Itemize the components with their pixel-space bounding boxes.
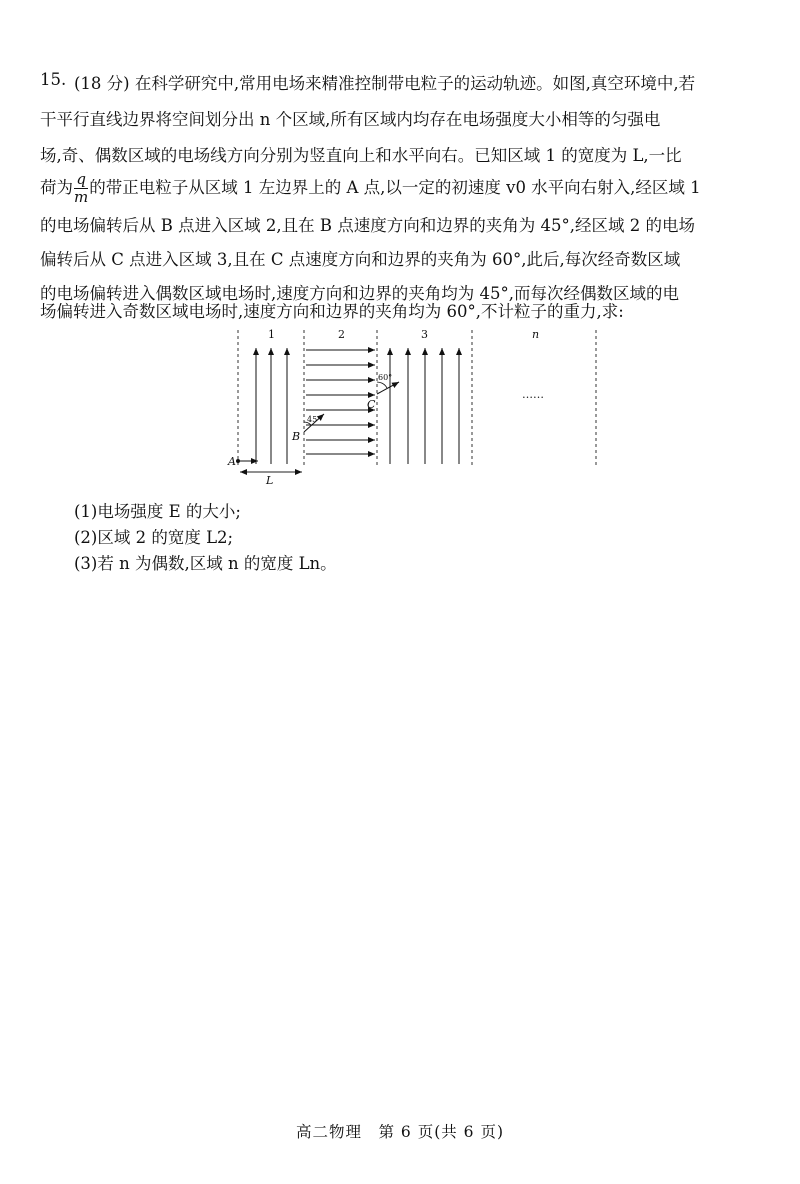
fraction-denominator: m	[74, 188, 89, 206]
field-diagram-svg	[222, 322, 622, 487]
problem-line-5: 的电场偏转后从 B 点进入区域 2,且在 B 点速度方向和边界的夹角为 45°,经区域 2 的电场	[40, 216, 695, 235]
angle-label-45: 45°	[307, 415, 322, 424]
question-1: (1)电场强度 E 的大小;	[74, 502, 241, 521]
problem-line-8: 场偏转进入奇数区域电场时,速度方向和边界的夹角均为 60°,不计粒子的重力,求:	[40, 302, 624, 321]
charge-ratio-prefix: 荷为	[40, 178, 73, 197]
question-3: (3)若 n 为偶数,区域 n 的宽度 Ln。	[74, 554, 337, 573]
width-label-l: L	[266, 474, 274, 487]
problem-line-7: 的电场偏转进入偶数区域电场时,速度方向和边界的夹角均为 45°,而每次经偶数区域的电	[40, 284, 679, 303]
region-label-2: 2	[338, 328, 345, 341]
problem-line-6: 偏转后从 C 点进入区域 3,且在 C 点速度方向和边界的夹角为 60°,此后,每次经奇数区域	[40, 250, 681, 269]
problem-line-4-text: 的带正电粒子从区域 1 左边界上的 A 点,以一定的初速度 v0 水平向右射入,经区域 1	[89, 178, 701, 197]
region-3-field-lines	[390, 348, 459, 464]
point-label-c: C	[367, 398, 376, 411]
region-2-field-lines	[306, 350, 375, 454]
point-label-a: A	[228, 455, 236, 468]
problem-number: 15.	[40, 70, 67, 89]
ellipsis: ……	[522, 388, 544, 401]
point-label-b: B	[292, 430, 301, 443]
velocity-at-c-arrow	[377, 382, 399, 394]
problem-line-2: 干平行直线边界将空间划分出 n 个区域,所有区域内均存在电场强度大小相等的匀强电	[40, 110, 661, 129]
problem-line-3: 场,奇、偶数区域的电场线方向分别为竖直向上和水平向右。已知区域 1 的宽度为 L,一比	[40, 146, 682, 165]
region-label-1: 1	[268, 328, 275, 341]
angle-label-60: 60°	[378, 373, 393, 382]
problem-line-1: (18 分) 在科学研究中,常用电场来精准控制带电粒子的运动轨迹。如图,真空环境中,若	[74, 74, 696, 93]
region-label-3: 3	[421, 328, 428, 341]
electric-field-diagram	[222, 322, 622, 487]
page-footer: 高二物理 第 6 页(共 6 页)	[295, 1123, 505, 1141]
region-label-n: n	[532, 328, 540, 341]
question-2: (2)区域 2 的宽度 L2;	[74, 528, 234, 547]
fraction-numerator: q	[74, 172, 88, 189]
problem-line-4	[40, 172, 701, 205]
region-1-field-lines	[256, 348, 287, 464]
angle-arc-60	[377, 382, 387, 388]
charge-mass-fraction	[74, 172, 88, 205]
